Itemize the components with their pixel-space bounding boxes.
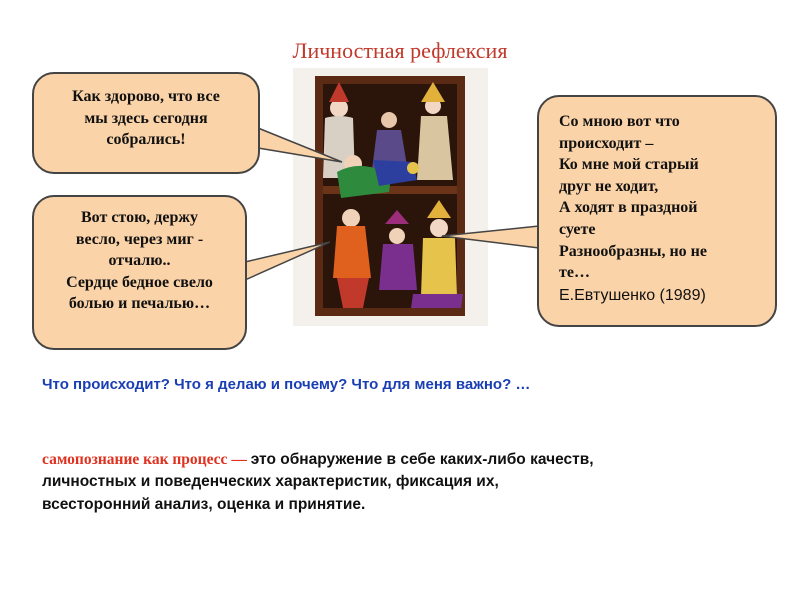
poem-line: друг не ходит, — [559, 177, 659, 195]
self-knowledge-definition — [42, 449, 772, 516]
bubble-line: Как здорово, что все — [72, 88, 220, 105]
poem-line: Со мною вот что — [559, 113, 680, 130]
bubble-line: собрались! — [106, 131, 186, 149]
speech-bubble-top-left — [32, 72, 260, 174]
poem-line: Разнообразны, но не — [559, 242, 707, 260]
speech-bubble-right-poem — [537, 95, 777, 327]
speech-bubble-bottom-left — [32, 195, 247, 350]
definition-line-2: личностных и поведенческих характеристик, фиксация их, — [42, 473, 499, 491]
poem-line: Ко мне мой старый — [559, 156, 699, 174]
definition-term: самопознание как процесс — [42, 451, 228, 468]
bubble-line: болью и печалью… — [68, 295, 211, 313]
reflection-questions: Что происходит? Что я делаю и почему? Что для меня важно? … — [42, 376, 531, 393]
poem-line: суете — [559, 220, 596, 238]
clown-dolls-in-wooden-box-picture — [293, 68, 488, 326]
poem-author: Е.Евтушенко (1989) — [559, 286, 706, 304]
poem-line: происходит – — [559, 134, 654, 152]
bubble-line: отчалю.. — [108, 252, 171, 270]
definition-text-1: это обнаружение в себе каких-либо качеств, — [250, 451, 594, 468]
slide-title: Личностная рефлексия — [292, 38, 508, 63]
poem-line: А ходят в праздной — [559, 199, 698, 217]
definition-line-1 — [42, 449, 772, 471]
definition-dash: — — [227, 451, 251, 468]
definition-line-3: всесторонний анализ, оценка и принятие. — [42, 495, 366, 513]
bubble-line: весло, через миг - — [75, 230, 204, 248]
bubble-line: мы здесь сегодня — [84, 109, 208, 127]
bubble-line: Сердце бедное свело — [66, 273, 213, 291]
poem-line: те… — [559, 264, 590, 282]
bubble-line: Вот стою, держу — [81, 209, 198, 226]
